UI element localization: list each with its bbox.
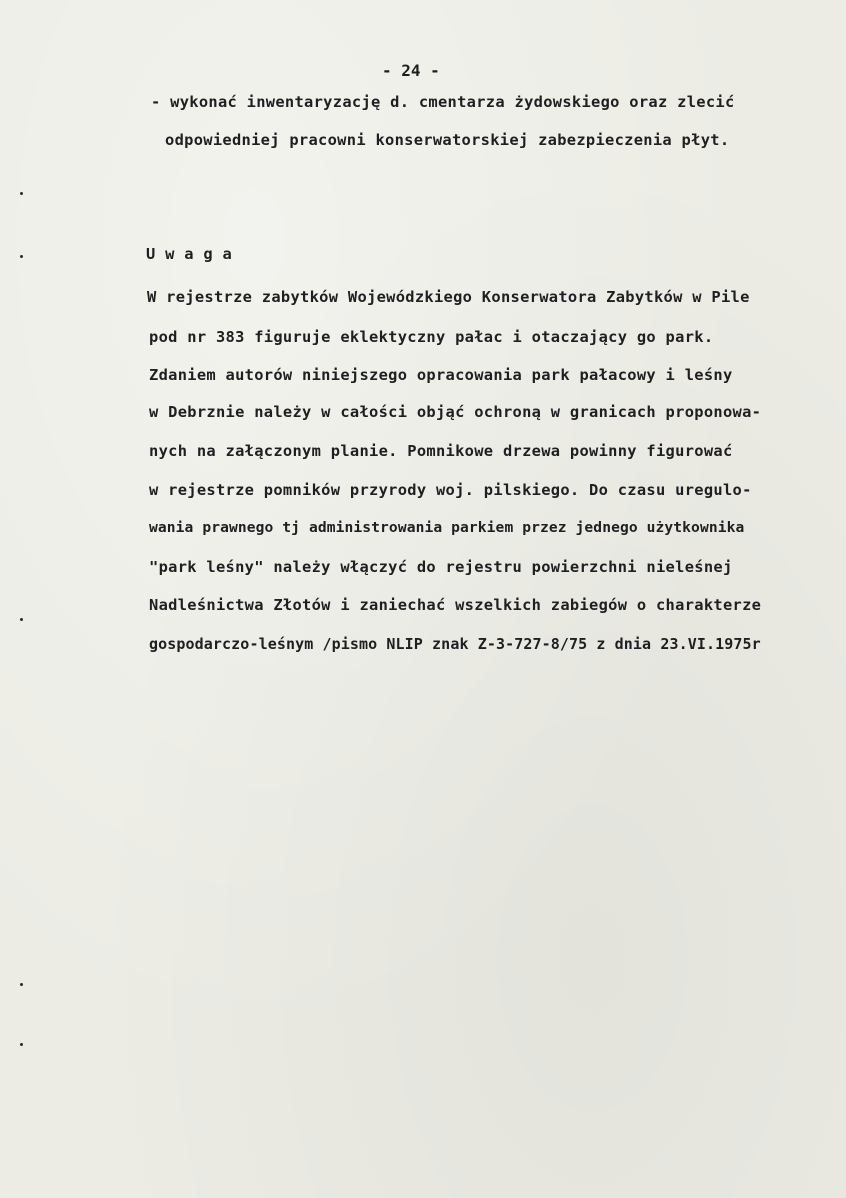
margin-dot [20,983,23,986]
text-line: W rejestrze zabytków Wojewódzkiego Konserwatora Zabytków w Pile [147,288,750,306]
text-line: wania prawnego tj administrowania parkiem przez jednego użytkownika [149,519,745,536]
margin-dot [20,192,23,195]
text-line: odpowiedniej pracowni konserwatorskiej zabezpieczenia płyt. [165,131,730,149]
margin-dot [20,618,23,621]
text-line: - wykonać inwentaryzację d. cmentarza żydowskiego oraz zlecić [151,93,735,111]
text-line: pod nr 383 figuruje eklektyczny pałac i otaczający go park. [149,328,714,346]
text-line: nych na załączonym planie. Pomnikowe drzewa powinny figurować [149,442,733,460]
text-line: w Debrznie należy w całości objąć ochroną w granicach proponowa- [149,403,762,421]
page-number: - 24 - [382,61,440,80]
text-line: gospodarczo-leśnym /pismo NLIP znak Z-3-727-8/75 z dnia 23.VI.1975r [149,635,761,653]
margin-dot [20,255,23,258]
margin-dot [20,1043,23,1046]
text-line: "park leśny" należy włączyć do rejestru powierzchni nieleśnej [149,558,733,576]
text-line: w rejestrze pomników przyrody woj. pilskiego. Do czasu uregulo- [149,481,752,499]
section-heading: U w a g a [146,245,233,263]
text-line: Nadleśnictwa Złotów i zaniechać wszelkich zabiegów o charakterze [149,596,762,614]
text-line: Zdaniem autorów niniejszego opracowania park pałacowy i leśny [149,366,733,384]
